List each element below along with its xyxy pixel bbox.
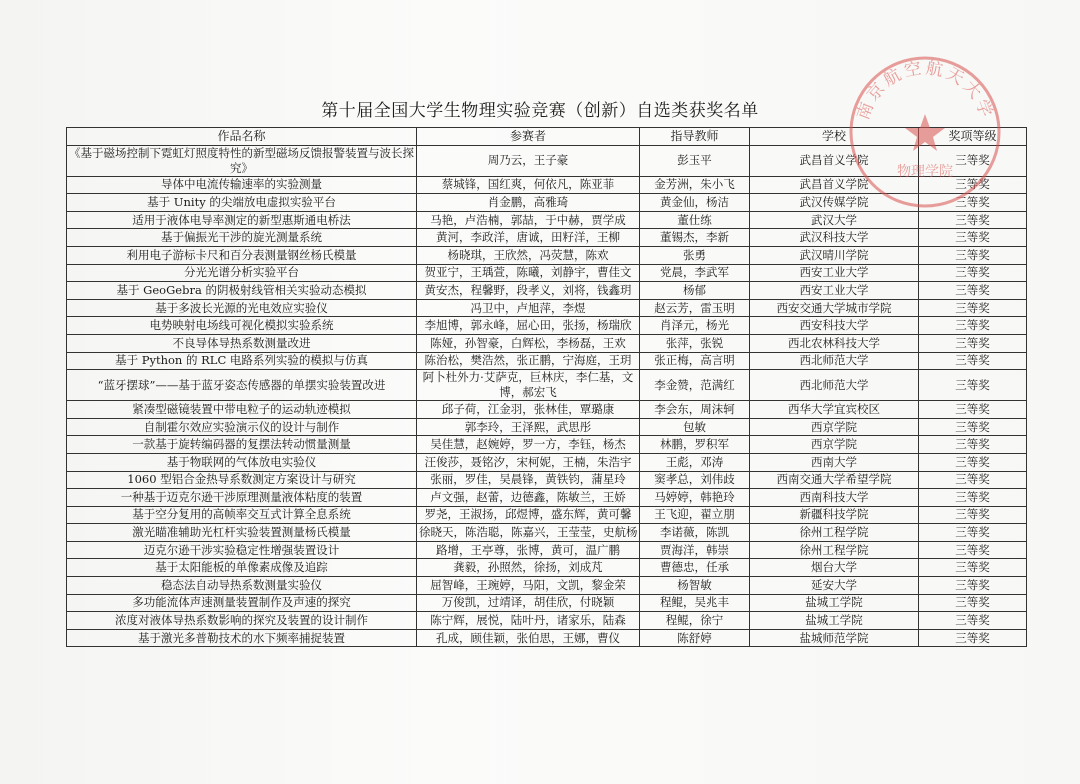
cell-advisor: 程鲲，吴兆丰 xyxy=(640,594,750,612)
table-row xyxy=(67,334,1027,352)
cell-school: 新疆科技学院 xyxy=(750,506,919,524)
cell-participants: 吴佳慧，赵婉婷，罗一方，李钰，杨杰 xyxy=(417,436,640,454)
cell-work-title: 《基于磁场控制下霓虹灯照度特性的新型磁场反馈报警装置与波长探究》 xyxy=(67,145,417,176)
table-row xyxy=(67,401,1027,419)
cell-school: 西安科技大学 xyxy=(750,317,919,335)
table-row xyxy=(67,612,1027,630)
cell-award-level: 三等奖 xyxy=(919,436,1027,454)
cell-award-level: 三等奖 xyxy=(919,282,1027,300)
table-row xyxy=(67,370,1027,401)
table-row xyxy=(67,282,1027,300)
cell-award-level: 三等奖 xyxy=(919,489,1027,507)
cell-work-title: 基于激光多普勒技术的水下频率捕捉装置 xyxy=(67,629,417,647)
cell-work-title: 浓度对液体导热系数影响的探究及装置的设计制作 xyxy=(67,612,417,630)
cell-participants: 郭李玲，王泽熙，武思彤 xyxy=(417,418,640,436)
cell-advisor: 李诺薇，陈凯 xyxy=(640,524,750,542)
cell-school: 徐州工程学院 xyxy=(750,541,919,559)
cell-work-title: 一款基于旋转编码器的复摆法转动惯量测量 xyxy=(67,436,417,454)
cell-school: 西安交通大学城市学院 xyxy=(750,299,919,317)
cell-award-level: 三等奖 xyxy=(919,559,1027,577)
cell-award-level: 三等奖 xyxy=(919,506,1027,524)
cell-participants: 陈娅，孙智豪，白辉松，李杨磊，王欢 xyxy=(417,334,640,352)
cell-award-level: 三等奖 xyxy=(919,246,1027,264)
table-row xyxy=(67,211,1027,229)
cell-participants: 陈治松，樊浩然，张正鹏，宁海庭，王玥 xyxy=(417,352,640,370)
cell-award-level: 三等奖 xyxy=(919,317,1027,335)
cell-award-level: 三等奖 xyxy=(919,577,1027,595)
cell-advisor: 王彪，邓涛 xyxy=(640,453,750,471)
cell-work-title: 多功能流体声速测量装置制作及声速的探究 xyxy=(67,594,417,612)
cell-advisor: 程鲲，徐宁 xyxy=(640,612,750,630)
cell-school: 武昌首义学院 xyxy=(750,145,919,176)
cell-school: 西南大学 xyxy=(750,453,919,471)
cell-participants: 路增，王亭尊，张博，黄可，温广鹏 xyxy=(417,541,640,559)
table-header-row xyxy=(67,128,1027,146)
cell-award-level: 三等奖 xyxy=(919,264,1027,282)
cell-participants: 徐晓天，陈浩聪，陈嘉兴，王莹莹，史航杨 xyxy=(417,524,640,542)
cell-work-title: 适用于液体电导率测定的新型惠斯通电桥法 xyxy=(67,211,417,229)
cell-school: 盐城工学院 xyxy=(750,612,919,630)
cell-work-title: 稳态法自动导热系数测量实验仪 xyxy=(67,577,417,595)
cell-participants: 屈智峰，王琬婷，马阳，文凯，黎金荣 xyxy=(417,577,640,595)
table-row xyxy=(67,317,1027,335)
cell-advisor: 林鹏，罗积军 xyxy=(640,436,750,454)
cell-school: 烟台大学 xyxy=(750,559,919,577)
cell-advisor: 窦孝总，刘伟歧 xyxy=(640,471,750,489)
table-row xyxy=(67,559,1027,577)
cell-advisor: 肖泽元，杨光 xyxy=(640,317,750,335)
cell-work-title: 利用电子游标卡尺和百分表测量钢丝杨氏模量 xyxy=(67,246,417,264)
cell-work-title: 电势映射电场线可视化模拟实验系统 xyxy=(67,317,417,335)
cell-work-title: 基于 GeoGebra 的阴极射线管相关实验动态模拟 xyxy=(67,282,417,300)
table-row xyxy=(67,194,1027,212)
table-row xyxy=(67,436,1027,454)
cell-school: 徐州工程学院 xyxy=(750,524,919,542)
cell-award-level: 三等奖 xyxy=(919,629,1027,647)
table-row xyxy=(67,541,1027,559)
cell-participants: 黄河，李政洋，唐诚，田籽洋，王柳 xyxy=(417,229,640,247)
cell-award-level: 三等奖 xyxy=(919,194,1027,212)
cell-work-title: 基于偏振光干涉的旋光测量系统 xyxy=(67,229,417,247)
cell-advisor: 黄金仙，杨洁 xyxy=(640,194,750,212)
table-row xyxy=(67,418,1027,436)
cell-participants: 汪俊莎，聂铭汐，宋柯妮，王楠，朱浩宇 xyxy=(417,453,640,471)
cell-school: 武昌首义学院 xyxy=(750,176,919,194)
cell-work-title: 基于多波长光源的光电效应实验仪 xyxy=(67,299,417,317)
cell-participants: 杨晓琪，王欣然，冯荧慧，陈欢 xyxy=(417,246,640,264)
cell-participants: 万俊凯，过靖译，胡佳欣，付晓颖 xyxy=(417,594,640,612)
cell-participants: 陈宁辉，展悦，陆叶丹，诸家乐，陆森 xyxy=(417,612,640,630)
cell-participants: 肖金鹏，高雅琦 xyxy=(417,194,640,212)
cell-award-level: 三等奖 xyxy=(919,401,1027,419)
cell-advisor: 董仕练 xyxy=(640,211,750,229)
table-row xyxy=(67,577,1027,595)
cell-work-title: 迈克尔逊干涉实验稳定性增强装置设计 xyxy=(67,541,417,559)
cell-advisor: 李会东，周沫轲 xyxy=(640,401,750,419)
table-row xyxy=(67,246,1027,264)
cell-participants: 冯卫中，卢旭萍，李煜 xyxy=(417,299,640,317)
cell-participants: 张丽，罗佳，吴晨锋，黄铁钧，蒲星玲 xyxy=(417,471,640,489)
cell-school: 西安工业大学 xyxy=(750,264,919,282)
cell-school: 西京学院 xyxy=(750,418,919,436)
cell-school: 武汉科技大学 xyxy=(750,229,919,247)
cell-participants: 罗尧，王淑扬，邱煜博，盛东辉，黄可馨 xyxy=(417,506,640,524)
table-row xyxy=(67,453,1027,471)
header-award-level: 奖项等级 xyxy=(919,128,1027,146)
cell-work-title: 分光光谱分析实验平台 xyxy=(67,264,417,282)
cell-work-title: 1060 型铝合金热导系数测定方案设计与研究 xyxy=(67,471,417,489)
cell-participants: 蔡城锋，国红爽，何依凡，陈亚菲 xyxy=(417,176,640,194)
cell-work-title: 基于 Unity 的尖端放电虚拟实验平台 xyxy=(67,194,417,212)
cell-work-title: 基于 Python 的 RLC 电路系列实验的模拟与仿真 xyxy=(67,352,417,370)
cell-award-level: 三等奖 xyxy=(919,211,1027,229)
cell-award-level: 三等奖 xyxy=(919,370,1027,401)
cell-participants: 马艳，卢浩楠，郭喆，于中赫，贾学成 xyxy=(417,211,640,229)
cell-school: 西华大学宜宾校区 xyxy=(750,401,919,419)
seal-text-top: 南京航空航天大学 xyxy=(853,58,997,123)
table-row xyxy=(67,594,1027,612)
cell-award-level: 三等奖 xyxy=(919,229,1027,247)
cell-award-level: 三等奖 xyxy=(919,471,1027,489)
cell-award-level: 三等奖 xyxy=(919,541,1027,559)
header-work-title: 作品名称 xyxy=(67,128,417,146)
cell-school: 西南交通大学希望学院 xyxy=(750,471,919,489)
cell-advisor: 董锡杰，李新 xyxy=(640,229,750,247)
cell-participants: 周乃云，王子豪 xyxy=(417,145,640,176)
table-row xyxy=(67,352,1027,370)
cell-school: 西安工业大学 xyxy=(750,282,919,300)
table-row xyxy=(67,229,1027,247)
table-row xyxy=(67,629,1027,647)
cell-advisor: 金芳洲，朱小飞 xyxy=(640,176,750,194)
table-row xyxy=(67,506,1027,524)
table-row xyxy=(67,145,1027,176)
cell-participants: 阿卜杜外力·艾萨克，巨林庆，李仁基，文博，郝宏飞 xyxy=(417,370,640,401)
cell-school: 西南科技大学 xyxy=(750,489,919,507)
table-row xyxy=(67,264,1027,282)
cell-advisor: 杨智敏 xyxy=(640,577,750,595)
table-row xyxy=(67,524,1027,542)
cell-advisor: 杨郁 xyxy=(640,282,750,300)
cell-work-title: 自制霍尔效应实验演示仪的设计与制作 xyxy=(67,418,417,436)
cell-school: 西北师范大学 xyxy=(750,370,919,401)
cell-participants: 龚毅，孙照然，徐扬，刘成芃 xyxy=(417,559,640,577)
cell-award-level: 三等奖 xyxy=(919,299,1027,317)
cell-school: 西北师范大学 xyxy=(750,352,919,370)
cell-participants: 李旭博，郭永峰，屈心田，张扬，杨瑞欣 xyxy=(417,317,640,335)
cell-award-level: 三等奖 xyxy=(919,145,1027,176)
cell-school: 西北农林科技大学 xyxy=(750,334,919,352)
cell-school: 武汉大学 xyxy=(750,211,919,229)
cell-work-title: 不良导体导热系数测量改进 xyxy=(67,334,417,352)
cell-school: 武汉传媒学院 xyxy=(750,194,919,212)
cell-advisor: 张正梅，高言明 xyxy=(640,352,750,370)
cell-work-title: 基于物联网的气体放电实验仪 xyxy=(67,453,417,471)
cell-participants: 孔成，顾佳颖，张伯思，王娜，曹仪 xyxy=(417,629,640,647)
cell-work-title: 一种基于迈克尔逊干涉原理测量液体粘度的装置 xyxy=(67,489,417,507)
cell-school: 武汉晴川学院 xyxy=(750,246,919,264)
cell-advisor: 陈舒婷 xyxy=(640,629,750,647)
document-title: 第十届全国大学生物理实验竞赛（创新）自选类获奖名单 xyxy=(321,101,759,121)
cell-award-level: 三等奖 xyxy=(919,612,1027,630)
cell-school: 盐城工学院 xyxy=(750,594,919,612)
cell-advisor: 张勇 xyxy=(640,246,750,264)
header-advisor: 指导教师 xyxy=(640,128,750,146)
cell-work-title: 基于空分复用的高帧率交互式计算全息系统 xyxy=(67,506,417,524)
cell-participants: 黄安杰，程馨野，段孝义，刘将，钱鑫玥 xyxy=(417,282,640,300)
seal-text-bottom: 物理学院 xyxy=(897,164,953,180)
header-participants: 参赛者 xyxy=(417,128,640,146)
cell-award-level: 三等奖 xyxy=(919,418,1027,436)
cell-award-level: 三等奖 xyxy=(919,594,1027,612)
table-row xyxy=(67,489,1027,507)
cell-advisor: 包敏 xyxy=(640,418,750,436)
cell-advisor: 马婷婷，韩艳玲 xyxy=(640,489,750,507)
cell-work-title: 导体中电流传输速率的实验测量 xyxy=(67,176,417,194)
cell-award-level: 三等奖 xyxy=(919,334,1027,352)
cell-advisor: 赵云芳，雷玉明 xyxy=(640,299,750,317)
table-row xyxy=(67,176,1027,194)
cell-award-level: 三等奖 xyxy=(919,453,1027,471)
cell-award-level: 三等奖 xyxy=(919,176,1027,194)
cell-participants: 邱子荷，江金羽，张林佳，覃璐康 xyxy=(417,401,640,419)
cell-school: 盐城师范学院 xyxy=(750,629,919,647)
cell-advisor: 王飞迎，翟立朋 xyxy=(640,506,750,524)
cell-school: 西京学院 xyxy=(750,436,919,454)
cell-advisor: 彭玉平 xyxy=(640,145,750,176)
cell-advisor: 贾海洋，韩崇 xyxy=(640,541,750,559)
table-row xyxy=(67,299,1027,317)
cell-school: 延安大学 xyxy=(750,577,919,595)
award-table xyxy=(66,127,1027,647)
cell-award-level: 三等奖 xyxy=(919,524,1027,542)
cell-advisor: 李金赞，范满红 xyxy=(640,370,750,401)
header-school: 学校 xyxy=(750,128,919,146)
cell-work-title: 紧凑型磁镜装置中带电粒子的运动轨迹模拟 xyxy=(67,401,417,419)
cell-participants: 卢文强，赵蕾，边德鑫，陈敏兰，王娇 xyxy=(417,489,640,507)
cell-work-title: 激光瞄准辅助光杠杆实验装置测量杨氏模量 xyxy=(67,524,417,542)
cell-work-title: 基于太阳能板的单像素成像及追踪 xyxy=(67,559,417,577)
table-row xyxy=(67,471,1027,489)
cell-advisor: 曹德忠，任承 xyxy=(640,559,750,577)
cell-advisor: 张萍，张锐 xyxy=(640,334,750,352)
cell-work-title: “蓝牙摆球”——基于蓝牙姿态传感器的单摆实验装置改进 xyxy=(67,370,417,401)
cell-award-level: 三等奖 xyxy=(919,352,1027,370)
cell-advisor: 党晨，李武军 xyxy=(640,264,750,282)
cell-participants: 贺亚宁，王瑀萱，陈曦，刘静宇，曹佳文 xyxy=(417,264,640,282)
